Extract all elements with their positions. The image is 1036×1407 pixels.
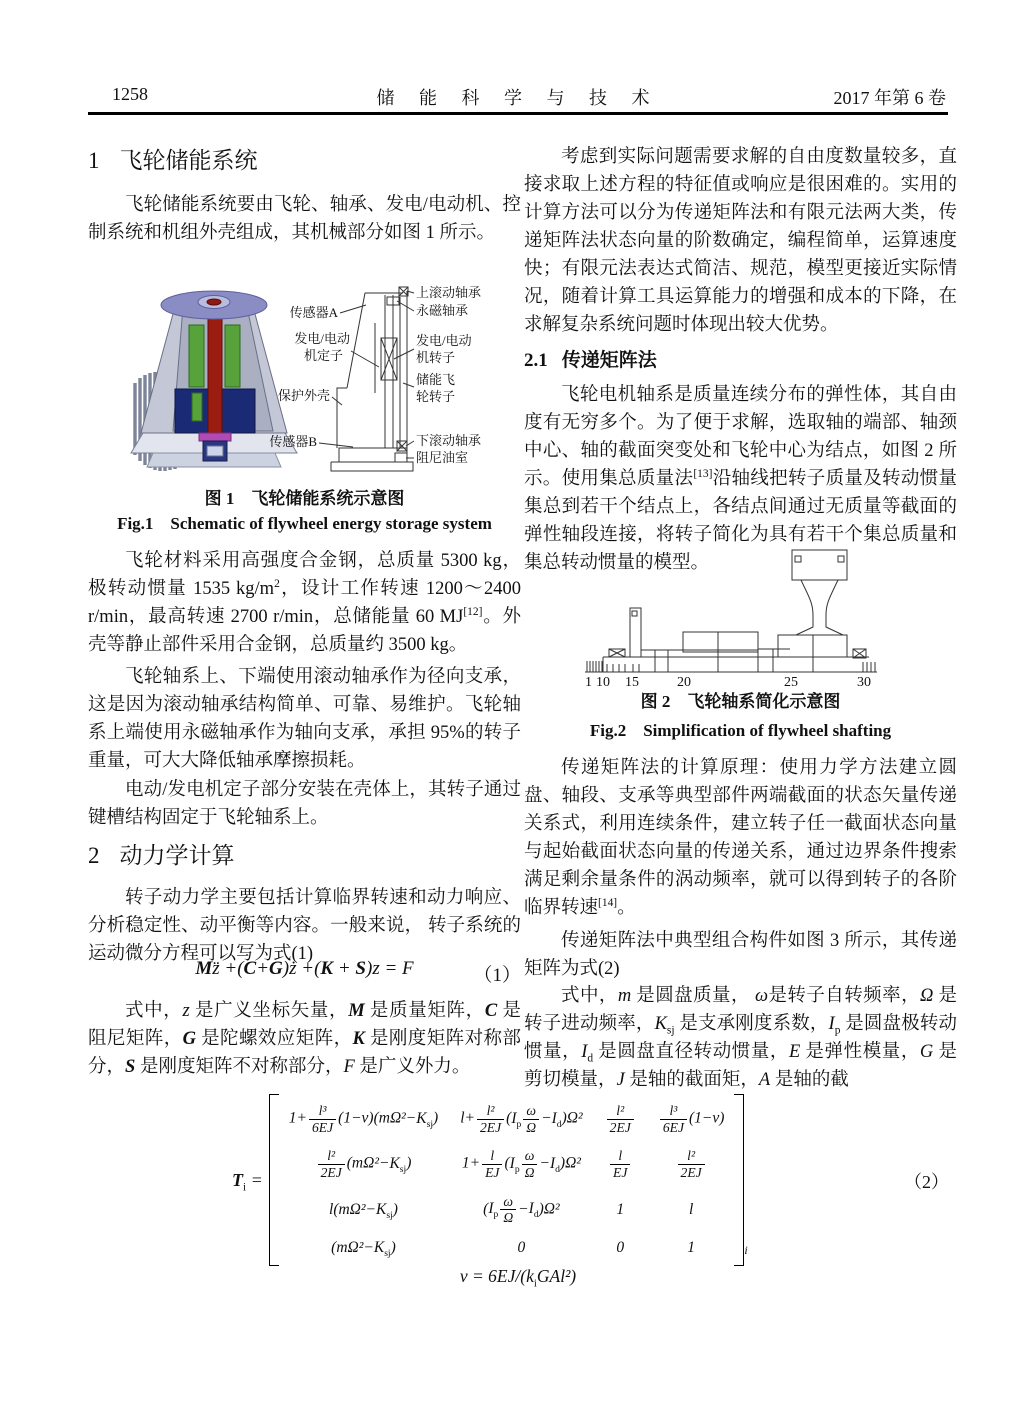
matrix-cell: 0 xyxy=(517,1239,526,1257)
section-2-heading xyxy=(88,841,521,871)
tick-10: 10 xyxy=(596,675,610,690)
figure-2-caption-en: Fig.2 Simplification of flywheel shafting xyxy=(589,721,892,740)
matrix-cell: 1+ $\frac{l}{EJ}$ ($I_p$ $\frac{\omega}{\Omega}$ $-I_d)\Omega^2$ xyxy=(461,1148,581,1180)
matrix-cell: 1 xyxy=(616,1200,625,1218)
figure-2 xyxy=(577,545,887,690)
figure-2-caption-zh: 图 2 飞轮轴系简化示意图 xyxy=(640,692,841,711)
paragraph: 飞轮储能系统要由飞轮、轴承、发电/电动机、控制系统和机组外壳组成，其机械部分如图 1 所示。 xyxy=(88,195,521,243)
matrix-cell: 1+ $\frac{\text{l³}}{6EJ}$ $(1-\nu)(m\Omega^2-K_{sj})$ xyxy=(288,1102,439,1135)
page-number: 1258 xyxy=(112,84,148,104)
equation-2-number: （2） xyxy=(904,1172,949,1192)
equation-2 xyxy=(232,1094,962,1266)
section-2-1-number: 2.1 xyxy=(524,350,548,371)
label-sensor-a: 传感器A xyxy=(289,305,338,320)
flywheel-schematic xyxy=(331,287,413,471)
section-2-1-heading xyxy=(524,348,957,374)
section-2-number: 2 xyxy=(88,843,100,868)
matrix-cell: $\frac{\text{l²}}{2EJ}$ xyxy=(676,1148,707,1180)
label-lower-rolling-bearing: 下滚动轴承 xyxy=(416,433,482,448)
matrix-cell: ($I_p$ $\frac{\omega}{\Omega}$ $-I_d)\Omega^2$ xyxy=(483,1193,560,1226)
header-rule xyxy=(88,112,948,115)
issue-label: 2017 年第 6 卷 xyxy=(833,88,946,108)
label-upper-rolling-bearing: 上滚动轴承 xyxy=(416,285,482,300)
figure-1-caption-zh: 图 1 飞轮储能系统示意图 xyxy=(204,489,405,508)
tick-30: 30 xyxy=(857,675,871,690)
matrix-cell: 0 xyxy=(616,1239,625,1257)
label-permanent-magnet-bearing: 永磁轴承 xyxy=(416,303,469,318)
paragraph: 飞轮轴系上、下端使用滚动轴承作为径向支承，这是因为滚动轴承结构简单、可靠、易维护。飞轮轴系上端使用永磁轴承作为轴向支承，承担 95%的转子重量，可大大降低轴承摩擦损耗。 xyxy=(88,667,521,771)
paragraph: 飞轮材料采用高强度合金钢，总质量 5300 kg，极转动惯量 1535 $kg/m^2$，设计工作转速 1200～2400 r/min，最高转速 2700 r/min，总储能量 60 MJ[12]。外壳等静止部件采用合金钢，总质量约 3500 kg。 xyxy=(88,551,521,655)
equation-1-number: （1） xyxy=(473,965,521,986)
tick-1: 1 xyxy=(585,675,592,690)
label-motor-stator-1: 发电/电动 xyxy=(294,331,350,346)
label-motor-rotor-2: 机转子 xyxy=(416,350,456,365)
section-1-number: 1 xyxy=(88,148,100,173)
matrix-cell: $\frac{\text{l³}}{6EJ}$ (1−ν) xyxy=(658,1103,725,1135)
section-1-heading xyxy=(88,146,521,176)
label-energy-flywheel-1: 储能飞 xyxy=(416,372,456,387)
matrix-cell: $\frac{l}{EJ}$ xyxy=(608,1148,632,1180)
label-energy-flywheel-2: 轮转子 xyxy=(416,389,456,404)
matrix-subscript: i xyxy=(744,1243,748,1257)
label-motor-stator-2: 机定子 xyxy=(303,348,343,363)
paragraph: 转子动力学主要包括计算临界转速和动力响应、分析稳定性、动平衡等内容。一般来说， 转子系统的运动微分方程可以写为式(1) xyxy=(88,888,521,964)
paragraph: 式中，z 是广义坐标矢量，M 是质量矩阵，C 是阻尼矩阵，G 是陀螺效应矩阵，K 是刚度矩阵对称部分，S 是刚度矩阵不对称部分，F 是广义外力。 xyxy=(88,1001,521,1077)
label-protective-shell: 保护外壳 xyxy=(277,388,330,403)
tick-20: 20 xyxy=(677,675,691,690)
section-2-title: 动力学计算 xyxy=(119,843,235,868)
matrix-cell: $l(m\Omega^2-K_{sj})$ xyxy=(329,1200,398,1221)
equation-1 xyxy=(88,958,521,986)
matrix-cell: 1 xyxy=(687,1239,695,1257)
matrix-cell: l xyxy=(688,1200,694,1218)
tick-15: 15 xyxy=(625,675,639,690)
transfer-matrix xyxy=(283,1099,731,1261)
shafting-drawing xyxy=(585,550,877,672)
paragraph: 式中，m 是圆盘质量， ω是转子自转频率，Ω 是转子进动频率，$K_{sj}$ 是支承刚度系数，$I_p$ 是圆盘极转动惯量，$I_d$ 是圆盘直径转动惯量，E 是弹性模量，G 是剪切模量，J 是轴的截面矩，A 是轴的截 xyxy=(524,986,957,1090)
matrix-cell: l+ $\frac{\text{l²}}{2EJ}$ ($I_p$ $\frac{\omega}{\Omega}$ $-I_d)\Omega^2$ xyxy=(460,1102,583,1135)
section-1-title: 飞轮储能系统 xyxy=(119,148,258,173)
nu-definition: $\nu = 6EJ/(k_iGAl^2)$ xyxy=(459,1266,577,1290)
label-sensor-b: 传感器B xyxy=(269,434,317,449)
equation-1-body: Mz̈ +(C+G)ż +(K + S)z = F xyxy=(195,958,414,979)
label-damper-oil-chamber: 阻尼油室 xyxy=(416,450,469,465)
journal-title: 储 能 科 学 与 技 术 xyxy=(376,88,660,108)
section-2-1-title: 传递矩阵法 xyxy=(561,350,657,371)
figure-1 xyxy=(113,283,525,483)
matrix-bracket-right xyxy=(734,1094,744,1266)
matrix-cell: $\frac{\text{l²}}{2EJ}$ xyxy=(605,1103,636,1135)
tick-25: 25 xyxy=(784,675,798,690)
matrix-bracket-left xyxy=(269,1094,279,1266)
matrix-cell: $(m\Omega^2-K_{sj})$ xyxy=(331,1239,396,1260)
equation-2-lhs: $T_i$ = xyxy=(232,1169,263,1194)
paragraph: 传递矩阵法中典型组合构件如图 3 所示，其传递矩阵为式(2) xyxy=(524,931,957,979)
paragraph: 传递矩阵法的计算原理：使用力学方法建立圆盘、轴段、支承等典型部件两端截面的状态矢量传递关系式，利用连续条件，建立转子任一截面状态向量与起始截面状态向量的传递关系，通过边界条件搜索满足剩余量条件的涡动频率，就可以得到转子的各阶临界转速[14]。 xyxy=(524,758,957,918)
paragraph: 飞轮电机轴系是质量连续分布的弹性体，其自由度有无穷多个。为了便于求解，选取轴的端部、轴颈中心、轴的截面突变处和飞轮中心为结点，如图 2 所示。使用集总质量法[13]沿轴线把转子质量及转动惯量集总到若干个结点上，各结点间通过无质量等截面的弹性轴段连接，将转子简化为具有若干个集总质量和集总转动惯量的模型。 xyxy=(524,385,957,573)
figure-1-caption-en: Fig.1 Schematic of flywheel energy storage system xyxy=(117,514,492,533)
paragraph: 考虑到实际问题需要求解的自由度数量较多，直接求取上述方程的特征值或响应是很困难的。实用的计算方法可以分为传递矩阵法和有限元法两大类，传递矩阵法状态向量的阶数确定，编程简单，运算速度快；有限元法表达式简洁、规范，模型更接近实际情况，随着计算工具运算能力的增强和成本的下降，在求解复杂系统问题时体现出较大优势。 xyxy=(524,147,957,335)
paragraph: 电动/发电机定子部分安装在壳体上，其转子通过键槽结构固定于飞轮轴系上。 xyxy=(88,780,521,828)
label-motor-rotor-1: 发电/电动 xyxy=(416,333,472,348)
matrix-cell: $\frac{\text{l²}}{2EJ}$ $(m\Omega^2-K_{sj})$ xyxy=(316,1148,412,1180)
